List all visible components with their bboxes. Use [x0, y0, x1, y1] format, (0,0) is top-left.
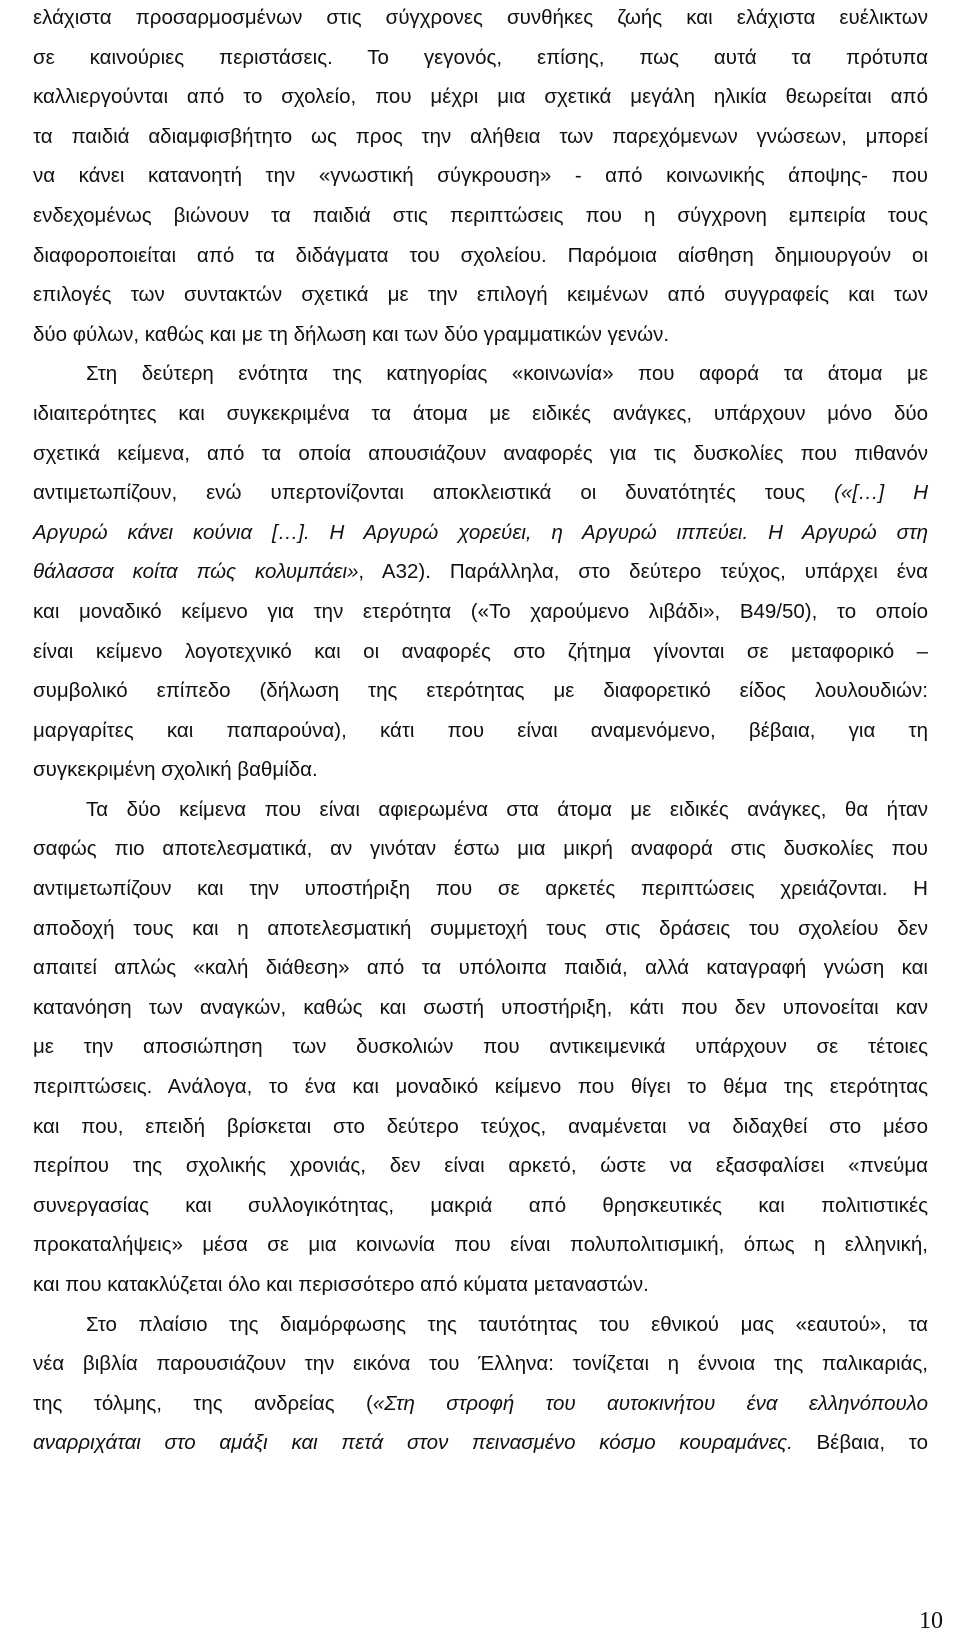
body-text	[33, 0, 928, 1463]
text-segment: κατανόηση των αναγκών, καθώς και σωστή υποστήριξη, κάτι που δεν υπονοείται καν	[33, 995, 928, 1019]
text-line	[33, 1344, 928, 1384]
text-line	[33, 394, 928, 434]
text-segment: δύο φύλων, καθώς και με τη δήλωση και των δύο γραμματικών γενών.	[33, 322, 670, 346]
text-line	[33, 1225, 928, 1265]
text-line	[33, 117, 928, 157]
text-line	[33, 0, 928, 38]
text-line	[33, 1067, 928, 1107]
text-line	[33, 315, 928, 355]
text-line	[33, 750, 928, 790]
text-segment: αντιμετωπίζουν, ενώ υπερτονίζονται αποκλειστικά οι δυνατότητές τους	[33, 481, 835, 505]
text-segment: αποδοχή τους και η αποτελεσματική συμμετοχή τους στις δράσεις του σχολείου δεν	[33, 916, 928, 940]
text-line	[33, 156, 928, 196]
text-segment: σε καινούριες περιστάσεις. Το γεγονός, επίσης, πως αυτά τα πρότυπα	[33, 45, 928, 69]
text-line	[33, 988, 928, 1028]
text-segment: επιλογές των συντακτών σχετικά με την επιλογή κειμένων από συγγραφείς και των	[33, 283, 928, 307]
text-line	[33, 196, 928, 236]
text-segment: προκαταλήψεις» μέσα σε μια κοινωνία που είναι πολυπολιτισμική, όπως η ελληνική,	[33, 1233, 928, 1257]
text-line	[33, 473, 928, 513]
text-line	[33, 711, 928, 751]
text-line	[33, 434, 928, 474]
italic-quote: αναρριχάται στο αμάξι και πετά στον πεινασμένο κόσμο κουραμάνες.	[33, 1431, 793, 1455]
text-segment: περίπου της σχολικής χρονιάς, δεν είναι αρκετό, ώστε να εξασφαλίσει «πνεύμα	[33, 1154, 928, 1178]
text-segment: και που κατακλύζεται όλο και περισσότερο από κύματα μεταναστών.	[33, 1273, 649, 1296]
text-segment: Βέβαια, το	[792, 1431, 928, 1455]
text-line	[33, 552, 928, 592]
text-segment: τα παιδιά αδιαμφισβήτητο ως προς την αλήθεια των παρεχόμενων γνώσεων, μπορεί	[33, 124, 928, 148]
italic-quote: («[…] Η	[834, 481, 928, 505]
text-segment: καλλιεργούνται από το σχολείο, που μέχρι μια σχετικά μεγάλη ηλικία θεωρείται από	[33, 85, 928, 109]
text-line	[33, 1423, 928, 1463]
text-line	[33, 592, 928, 632]
text-segment: περιπτώσεις. Ανάλογα, το ένα και μοναδικό κείμενο που θίγει το θέμα της ετερότητας	[33, 1075, 928, 1099]
text-line	[33, 513, 928, 553]
text-line	[33, 1146, 928, 1186]
text-line	[33, 1384, 928, 1424]
text-segment: συγκεκριμένη σχολική βαθμίδα.	[33, 758, 318, 782]
text-segment: Στη δεύτερη ενότητα της κατηγορίας «κοινωνία» που αφορά τα άτομα με	[86, 362, 928, 386]
text-line	[33, 671, 928, 711]
text-segment: να κάνει κατανοητή την «γνωστική σύγκρουση» - από κοινωνικής άποψης- που	[33, 164, 928, 188]
text-line	[33, 1186, 928, 1226]
text-segment: Τα δύο κείμενα που είναι αφιερωμένα στα άτομα με ειδικές ανάγκες, θα ήταν	[86, 797, 928, 821]
text-line	[33, 790, 928, 830]
text-segment: σαφώς πιο αποτελεσματικά, αν γινόταν έστω μια μικρή αναφορά στις δυσκολίες που	[33, 837, 928, 861]
text-segment: Στο πλαίσιο της διαμόρφωσης της ταυτότητας του εθνικού μας «εαυτού», τα	[86, 1312, 928, 1336]
text-line	[33, 948, 928, 988]
italic-quote: Αργυρώ κάνει κούνια […]. Η Αργυρώ χορεύει, η Αργυρώ ιππεύει. Η Αργυρώ στη	[33, 520, 928, 544]
text-line	[33, 632, 928, 672]
text-line	[33, 1265, 928, 1305]
text-segment: μαργαρίτες και παπαρούνα), κάτι που είναι αναμενόμενο, βέβαια, για τη	[33, 718, 928, 742]
text-segment: με την αποσιώπηση των δυσκολιών που αντικειμενικά υπάρχουν σε τέτοιες	[33, 1035, 928, 1059]
text-segment: αντιμετωπίζουν και την υποστήριξη που σε αρκετές περιπτώσεις χρειάζονται. Η	[33, 877, 928, 901]
text-line	[33, 77, 928, 117]
text-line	[33, 354, 928, 394]
text-line	[33, 829, 928, 869]
text-segment: ελάχιστα προσαρμοσμένων στις σύγχρονες συνθήκες ζωής και ελάχιστα ευέλικτων	[33, 6, 928, 29]
text-segment: απαιτεί απλώς «καλή διάθεση» από τα υπόλοιπα παιδιά, αλλά καταγραφή γνώση και	[33, 956, 928, 980]
italic-quote: «Στη στροφή του αυτοκινήτου ένα ελληνόπουλο	[372, 1391, 929, 1415]
text-segment: ιδιαιτερότητες και συγκεκριμένα τα άτομα με ειδικές ανάγκες, υπάρχουν μόνο δύο	[33, 401, 928, 425]
text-segment: σχετικά κείμενα, από τα οποία απουσιάζουν αναφορές για τις δυσκολίες που πιθανόν	[33, 441, 928, 465]
text-segment: της τόλμης, της ανδρείας (	[33, 1391, 373, 1415]
text-line	[33, 1027, 928, 1067]
text-segment: είναι κείμενο λογοτεχνικό και οι αναφορές στο ζήτημα γίνονται σε μεταφορικό –	[33, 639, 928, 663]
text-segment: ενδεχομένως βιώνουν τα παιδιά στις περιπτώσεις που η σύγχρονη εμπειρία τους	[33, 203, 928, 227]
text-segment: νέα βιβλία παρουσιάζουν την εικόνα του Έλληνα: τονίζεται η έννοια της παλικαριάς,	[33, 1352, 928, 1376]
text-line	[33, 909, 928, 949]
text-line	[33, 1305, 928, 1345]
text-line	[33, 38, 928, 78]
text-segment: διαφοροποιείται από τα διδάγματα του σχολείου. Παρόμοια αίσθηση δημιουργούν οι	[33, 243, 928, 267]
text-segment: συμβολικό επίπεδο (δήλωση της ετερότητας με διαφορετικό είδος λουλουδιών:	[33, 679, 928, 703]
text-segment: συνεργασίας και συλλογικότητας, μακριά από θρησκευτικές και πολιτιστικές	[33, 1193, 928, 1217]
italic-quote: θάλασσα κοίτα πώς κολυμπάει»	[33, 560, 359, 584]
text-segment: , Α32). Παράλληλα, στο δεύτερο τεύχος, υπάρχει ένα	[358, 560, 928, 584]
text-segment: και μοναδικό κείμενο για την ετερότητα («Το χαρούμενο λιβάδι», Β49/50), το οποίο	[33, 599, 928, 623]
page-number: 10	[919, 1608, 943, 1634]
text-segment: και που, επειδή βρίσκεται στο δεύτερο τεύχος, αναμένεται να διδαχθεί στο μέσο	[33, 1114, 928, 1138]
text-line	[33, 236, 928, 276]
text-line	[33, 1107, 928, 1147]
text-line	[33, 275, 928, 315]
text-line	[33, 869, 928, 909]
